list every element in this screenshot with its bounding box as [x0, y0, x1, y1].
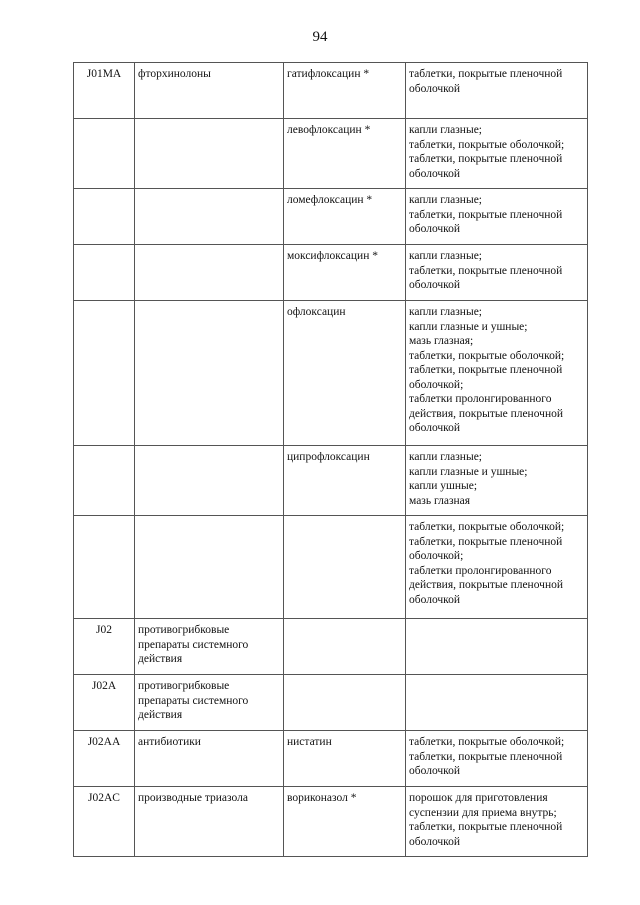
- group-name-line: противогрибковые: [138, 624, 230, 636]
- group-name-line: препараты системного: [138, 694, 249, 707]
- dosage-forms-cell: [406, 301, 588, 446]
- dosage-form-line: таблетки, покрытые пленочной: [409, 535, 563, 548]
- dosage-forms-cell: [406, 63, 588, 119]
- group-name-cell: [135, 189, 284, 245]
- group-name-line: действия: [138, 653, 183, 665]
- table-row: [74, 516, 588, 619]
- group-name-cell: [135, 675, 284, 731]
- dosage-form-line: оболочкой;: [409, 550, 464, 562]
- dosage-form-line: порошок для приготовления: [409, 792, 548, 804]
- drug-name-cell: [284, 619, 406, 675]
- table-row: [74, 119, 588, 189]
- drug-name-cell: вориконазол *: [284, 787, 406, 857]
- atc-code-cell: J01MA: [74, 63, 135, 119]
- atc-code-cell: [74, 446, 135, 516]
- dosage-form-line: действия, покрытые пленочной: [409, 579, 564, 591]
- dosage-form-line: капли глазные;: [409, 306, 482, 318]
- atc-code-cell: [74, 189, 135, 245]
- dosage-form-line: мазь глазная;: [409, 335, 474, 347]
- dosage-form-line: суспензии для приема внутрь;: [409, 806, 557, 819]
- dosage-form-line: оболочкой: [409, 765, 461, 777]
- drug-name-cell: гатифлоксацин *: [284, 63, 406, 119]
- table-row: [74, 301, 588, 446]
- group-name-line: препараты системного: [138, 638, 249, 651]
- dosage-form-line: мазь глазная: [409, 494, 471, 507]
- dosage-forms-cell: [406, 731, 588, 787]
- group-name-cell: [135, 245, 284, 301]
- atc-code-cell: J02A: [74, 675, 135, 731]
- dosage-form-line: таблетки, покрытые пленочной: [409, 208, 563, 221]
- group-name-cell: [135, 731, 284, 787]
- group-name-line: действия: [138, 709, 183, 721]
- table-body: [74, 63, 588, 857]
- table-row: [74, 675, 588, 731]
- atc-code-cell: [74, 516, 135, 619]
- dosage-form-line: оболочкой;: [409, 378, 464, 391]
- dosage-forms-cell: [406, 119, 588, 189]
- page-number: 94: [312, 29, 328, 45]
- dosage-form-line: капли глазные;: [409, 451, 482, 463]
- atc-code-cell: J02AC: [74, 787, 135, 857]
- dosage-form-line: капли глазные и ушные;: [409, 320, 528, 333]
- dosage-forms-cell: [406, 787, 588, 857]
- dosage-form-line: капли глазные и ушные;: [409, 465, 528, 478]
- dosage-form-line: таблетки, покрытые пленочной: [409, 68, 563, 80]
- drug-name-cell: левофлоксацин *: [284, 119, 406, 189]
- table-row: [74, 446, 588, 516]
- atc-code-cell: [74, 119, 135, 189]
- table-row: [74, 731, 588, 787]
- group-name-line: фторхинолоны: [138, 68, 211, 80]
- dosage-forms-cell: [406, 189, 588, 245]
- table-row: [74, 245, 588, 301]
- atc-code-cell: J02: [74, 619, 135, 675]
- table-row: [74, 63, 588, 119]
- drug-name-cell: [284, 516, 406, 619]
- dosage-form-line: таблетки пролонгированного: [409, 393, 552, 405]
- group-name-cell: [135, 516, 284, 619]
- drug-name-cell: ломефлоксацин *: [284, 189, 406, 245]
- dosage-form-line: таблетки, покрытые пленочной: [409, 264, 563, 277]
- dosage-form-line: оболочкой: [409, 835, 461, 848]
- dosage-form-line: капли глазные;: [409, 124, 482, 136]
- drug-name-cell: офлоксацин: [284, 301, 406, 446]
- dosage-form-line: капли глазные;: [409, 194, 482, 206]
- dosage-forms-cell: [406, 446, 588, 516]
- table-row: [74, 189, 588, 245]
- atc-code-cell: [74, 245, 135, 301]
- group-name-cell: [135, 619, 284, 675]
- group-name-line: производные триазола: [138, 792, 248, 804]
- dosage-forms-cell: [406, 245, 588, 301]
- dosage-forms-cell: [406, 619, 588, 675]
- dosage-form-line: таблетки пролонгированного: [409, 564, 552, 577]
- dosage-form-line: оболочкой: [409, 223, 461, 235]
- group-name-line: антибиотики: [138, 736, 201, 748]
- dosage-form-line: оболочкой: [409, 167, 461, 180]
- dosage-form-line: таблетки, покрытые оболочкой;: [409, 349, 565, 362]
- dosage-form-line: оболочкой: [409, 422, 461, 434]
- dosage-form-line: капли ушные;: [409, 480, 478, 492]
- dosage-form-line: таблетки, покрытые пленочной: [409, 364, 563, 376]
- table-row: [74, 787, 588, 857]
- atc-code-cell: [74, 301, 135, 446]
- dosage-form-line: капли глазные;: [409, 250, 482, 262]
- group-name-cell: [135, 446, 284, 516]
- dosage-form-line: таблетки, покрытые пленочной: [409, 153, 563, 165]
- dosage-form-line: таблетки, покрытые оболочкой;: [409, 138, 565, 151]
- drug-name-cell: ципрофлоксацин: [284, 446, 406, 516]
- dosage-form-line: таблетки, покрытые оболочкой;: [409, 521, 565, 533]
- drug-table: [73, 62, 588, 857]
- dosage-form-line: таблетки, покрытые пленочной: [409, 821, 563, 833]
- dosage-form-line: таблетки, покрытые оболочкой;: [409, 736, 565, 748]
- dosage-form-line: действия, покрытые пленочной: [409, 407, 564, 420]
- drug-name-cell: нистатин: [284, 731, 406, 787]
- drug-name-cell: моксифлоксацин *: [284, 245, 406, 301]
- table-row: [74, 619, 588, 675]
- drug-name-cell: [284, 675, 406, 731]
- dosage-forms-cell: [406, 516, 588, 619]
- dosage-forms-cell: [406, 675, 588, 731]
- atc-code-cell: J02AA: [74, 731, 135, 787]
- group-name-cell: [135, 63, 284, 119]
- group-name-line: противогрибковые: [138, 680, 230, 692]
- group-name-cell: [135, 301, 284, 446]
- dosage-form-line: оболочкой: [409, 593, 461, 606]
- dosage-form-line: таблетки, покрытые пленочной: [409, 750, 563, 763]
- dosage-form-line: оболочкой: [409, 279, 461, 291]
- dosage-form-line: оболочкой: [409, 82, 461, 95]
- group-name-cell: [135, 787, 284, 857]
- group-name-cell: [135, 119, 284, 189]
